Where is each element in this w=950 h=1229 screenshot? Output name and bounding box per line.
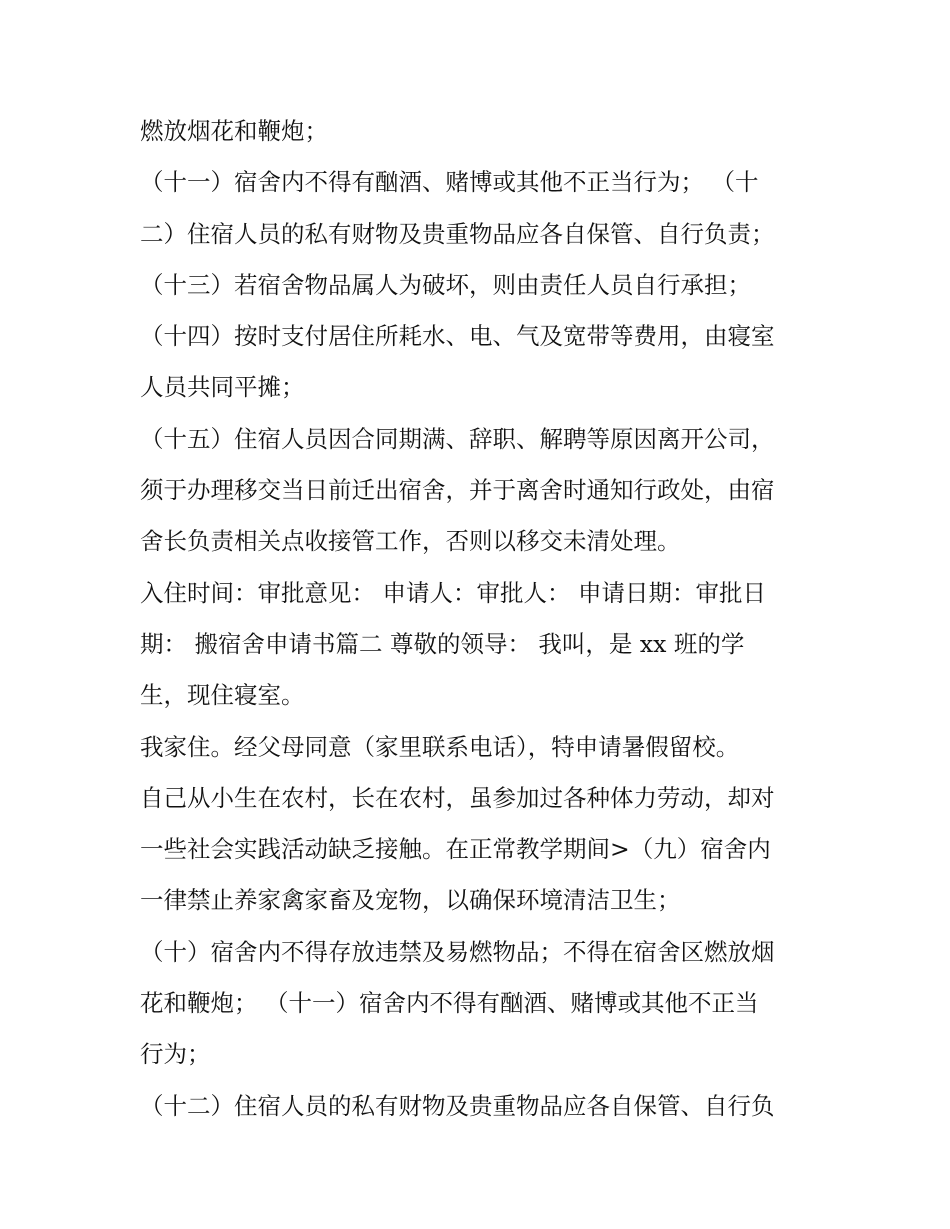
text-line: 期： 搬宿舍申请书篇二 尊敬的领导： 我叫，是 xx 班的学 (140, 629, 745, 658)
text-line: （十三）若宿舍物品属人为破坏，则由责任人员自行承担； (140, 270, 751, 299)
text-line: 生，现住寝室。 (140, 681, 305, 710)
text-line: 行为； (140, 1040, 211, 1069)
text-line: （十五）住宿人员因合同期满、辞职、解聘等原因离开公司， (140, 424, 775, 453)
text-line: 二）住宿人员的私有财物及贵重物品应各自保管、自行负责； (140, 219, 775, 248)
text-line: （十一）宿舍内不得有酗酒、赌博或其他不正当行为； （十 (140, 168, 759, 197)
text-line: （十二）住宿人员的私有财物及贵重物品应各自保管、自行负 (140, 1091, 775, 1120)
text-line: 我家住。经父母同意（家里联系电话），特申请暑假留校。 (140, 732, 740, 761)
text-line: 人员共同平摊； (140, 373, 305, 402)
text-line: 花和鞭炮； （十一）宿舍内不得有酗酒、赌博或其他不正当 (140, 989, 759, 1018)
document-body (140, 106, 830, 1132)
text-line: 入住时间：审批意见： 申请人：审批人： 申请日期：审批日 (140, 578, 766, 607)
text-line: （十）宿舍内不得存放违禁及易燃物品；不得在宿舍区燃放烟 (140, 937, 775, 966)
text-line: 一律禁止养家禽家畜及宠物，以确保环境清洁卫生； (140, 886, 681, 915)
text-line: 燃放烟花和鞭炮； (140, 117, 328, 145)
text-line: 一些社会实践活动缺乏接触。在正常教学期间>（九）宿舍内 (140, 835, 771, 864)
text-line: 舍长负责相关点收接管工作，否则以移交未清处理。 (140, 527, 681, 556)
text-line: （十四）按时支付居住所耗水、电、气及宽带等费用，由寝室 (140, 322, 775, 351)
text-line: 须于办理移交当日前迁出宿舍，并于离舍时通知行政处，由宿 (140, 476, 775, 505)
text-line: 自己从小生在农村，长在农村，虽参加过各种体力劳动，却对 (140, 783, 775, 812)
